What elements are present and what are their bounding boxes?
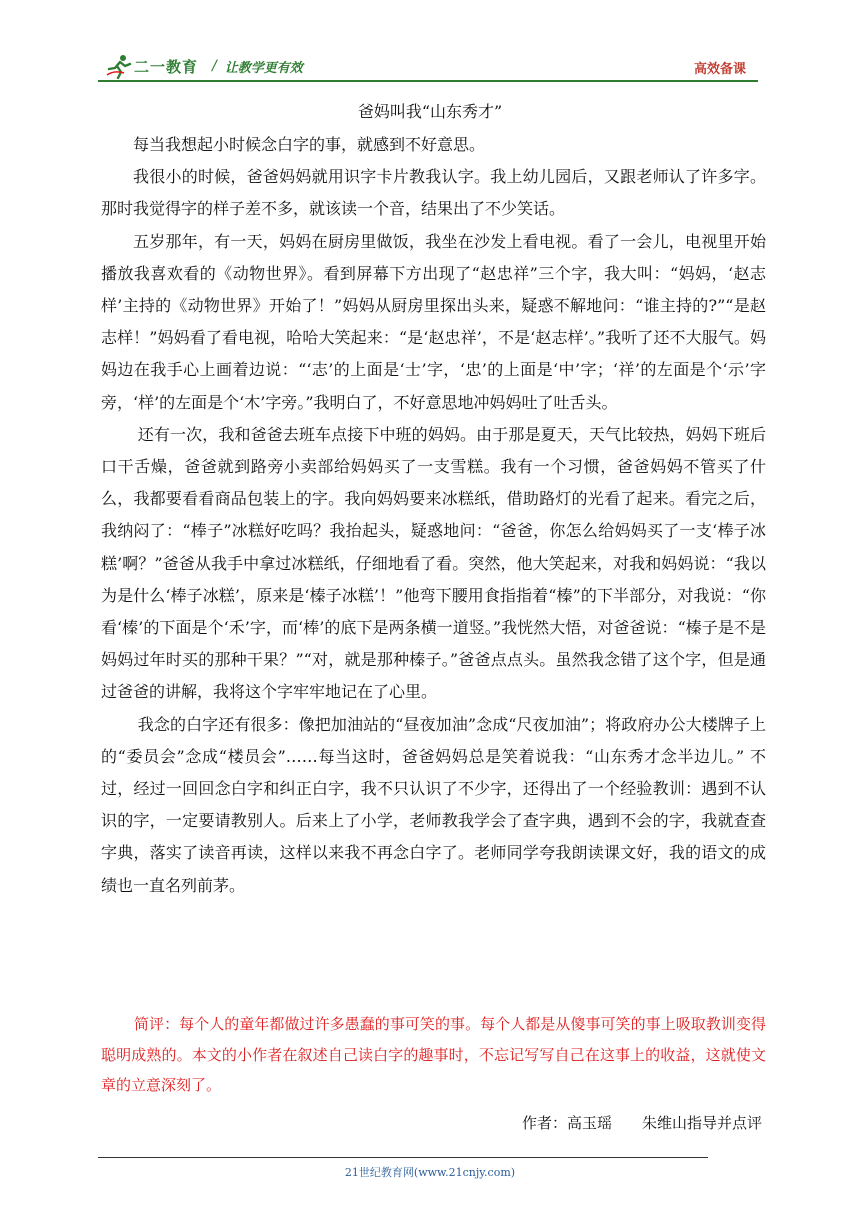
header-separator: /	[212, 58, 217, 74]
brand-slogan: 让教学更有效	[224, 60, 303, 76]
reviewer-credit: 朱维山指导并点评	[641, 1114, 762, 1132]
brand-logo	[106, 52, 303, 80]
header-tagline: 高效备课	[693, 62, 746, 77]
article-title: 爸妈叫我“山东秀才”	[357, 102, 503, 121]
byline	[522, 1112, 762, 1133]
header-divider	[98, 80, 758, 82]
article-body	[101, 129, 766, 902]
author-credit: 作者：高玉瑶	[521, 1114, 612, 1132]
footer-divider	[98, 1157, 708, 1158]
article-paragraph: 我很小的时候，爸爸妈妈就用识字卡片教我认字。我上幼儿园后，又跟老师认了许多字。那时我觉得字的样子差不多，就该读一个音，结果出了不少笑话。	[101, 167, 766, 219]
brand-name: 二一教育	[134, 57, 199, 76]
article-paragraph: 我念的白字还有很多：像把加油站的“昼夜加油”念成“尺夜加油”；将政府办公大楼牌子上的“委员会”念成“楼员会”……每当这时，爸爸妈妈总是笑着说我：“山东秀才念半边儿。” 不过，经过一回回念白字和纠正白字，我不只认识了不少字，还得出了一个经验教训：遇到不认识的字，一定要请教别人。后来上了小学，老师教我学会了查字典，遇到不会的字，我就查查字典，落实了读音再读，这样以来我不再念白字了。老师同学夸我朗读课文好，我的语文的成绩也一直名列前茅。	[101, 714, 766, 895]
runner-logo-icon	[106, 53, 132, 79]
teacher-comment: 简评：每个人的童年都做过许多愚蠢的事可笑的事。每个人都是从傻事可笑的事上吸取教训变得聪明成熟的。本文的小作者在叙述自己读白字的趣事时，不忘记写写自己在这事上的收益，这就使文章的立意深刻了。	[101, 1015, 766, 1094]
article-paragraph: 五岁那年，有一天，妈妈在厨房里做饭，我坐在沙发上看电视。看了一会儿，电视里开始播放我喜欢看的《动物世界》。看到屏幕下方出现了“赵忠祥”三个字，我大叫：“妈妈，‘赵志样’主持的《动物世界》开始了！”妈妈从厨房里探出头来，疑惑不解地问：“谁主持的?”“是赵志样！”妈妈看了看电视，哈哈大笑起来：“是‘赵忠祥’，不是‘赵志样’。”我听了还不大服气。妈妈边在我手心上画着边说：“‘志’的上面是‘士’字，‘忠’的上面是‘中’字；‘祥’的左面是个‘示’字旁，‘样’的左面是个‘木’字旁。”我明白了，不好意思地冲妈妈吐了吐舌头。	[101, 231, 766, 412]
article-paragraph: 还有一次，我和爸爸去班车点接下中班的妈妈。由于那是夏天，天气比较热，妈妈下班后口干舌燥，爸爸就到路旁小卖部给妈妈买了一支雪糕。我有一个习惯，爸爸妈妈不管买了什么，我都要看看商品包装上的字。我向妈妈要来冰糕纸，借助路灯的光看了起来。看完之后，我纳闷了：“棒子”冰糕好吃吗？我抬起头，疑惑地问：“爸爸，你怎么给妈妈买了一支‘棒子冰糕’啊？”爸爸从我手中拿过冰糕纸，仔细地看了看。突然，他大笑起来，对我和妈妈说：“我以为是什么‘棒子冰糕’，原来是‘榛子冰糕’！”他弯下腰用食指指着“榛”的下半部分，对我说：“你看‘榛’的下面是个‘禾’字，而‘棒’的底下是两条横一道竖。”我恍然大悟，对爸爸说：“榛子是不是妈妈过年时买的那种干果？”“对，就是那种榛子。”爸爸点点头。虽然我念错了这个字，但是通过爸爸的讲解，我将这个字牢牢地记在了心里。	[101, 424, 766, 702]
page-header	[98, 52, 758, 82]
article-paragraph: 每当我想起小时候念白字的事，就感到不好意思。	[133, 135, 486, 154]
footer-source: 21世纪教育网(www.21cnjy.com)	[344, 1166, 516, 1179]
